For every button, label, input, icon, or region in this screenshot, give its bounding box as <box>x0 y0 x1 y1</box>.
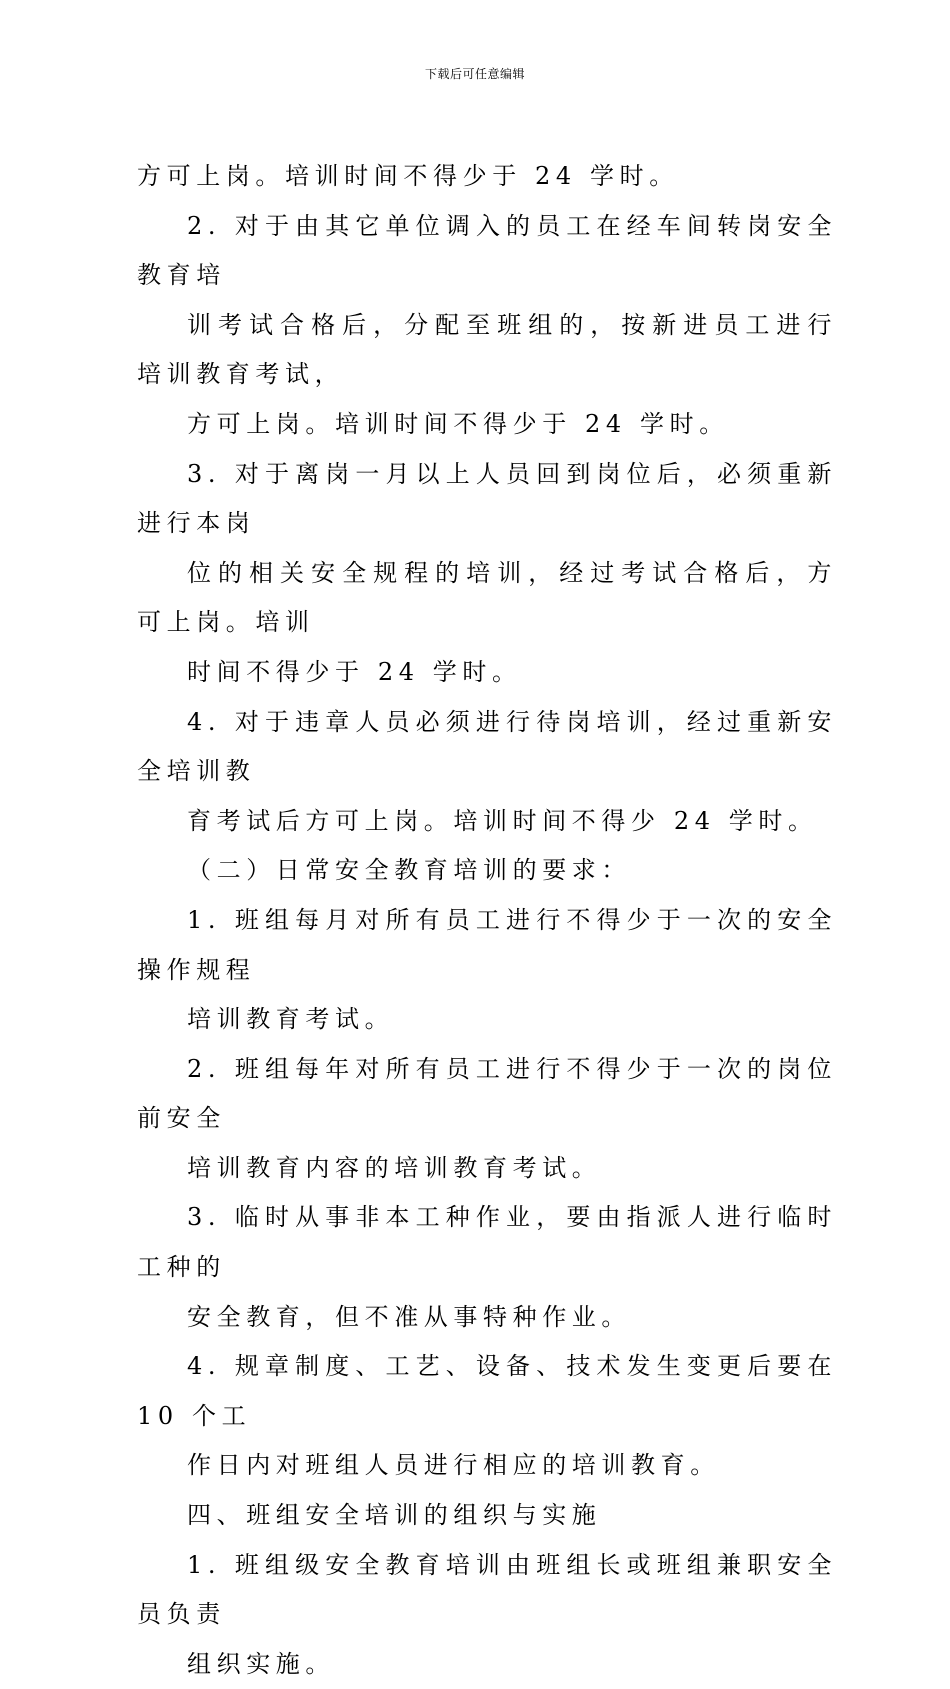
text-line: 4. 对于违章人员必须进行待岗培训，经过重新安全培训教 <box>137 707 837 786</box>
text-line: 1. 班组级安全教育培训由班组长或班组兼职安全员负责 <box>137 1550 837 1629</box>
text-line: 四、班组安全培训的组织与实施 <box>187 1501 602 1530</box>
text-line: 1. 班组每月对所有员工进行不得少于一次的安全操作规程 <box>137 905 837 984</box>
text-line: 3. 对于离岗一月以上人员回到岗位后，必须重新进行本岗 <box>137 459 837 538</box>
text-line: 方可上岗。培训时间不得少于 24 学时。 <box>187 409 729 438</box>
paragraph-continuation <box>137 152 837 202</box>
document-body <box>137 152 837 1689</box>
text-line: 方可上岗。培训时间不得少于 24 学时。 <box>137 162 679 190</box>
paragraph-daily-item-1 <box>137 896 837 1045</box>
paragraph-item-2-transfer <box>137 202 837 450</box>
page-header: 下载后可任意编辑 <box>424 67 525 81</box>
text-line: 2. 对于由其它单位调入的员工在经车间转岗安全教育培 <box>137 211 837 290</box>
paragraph-daily-item-3 <box>137 1193 837 1342</box>
paragraph-organization-item-1 <box>137 1541 837 1689</box>
paragraph-item-4-violation <box>137 698 837 847</box>
text-line: 安全教育，但不准从事特种作业。 <box>187 1302 631 1331</box>
section-heading-daily-training <box>137 846 837 896</box>
text-line: 位的相关安全规程的培训，经过考试合格后，方可上岗。培训 <box>137 558 837 637</box>
text-line: 3. 临时从事非本工种作业，要由指派人进行临时工种的 <box>137 1203 837 1282</box>
text-line: （二）日常安全教育培训的要求： <box>187 856 631 885</box>
text-line: 育考试后方可上岗。培训时间不得少 24 学时。 <box>187 806 818 835</box>
text-line: 培训教育内容的培训教育考试。 <box>187 1153 602 1182</box>
text-line: 培训教育考试。 <box>187 1005 395 1034</box>
paragraph-item-3-return <box>137 450 837 698</box>
paragraph-daily-item-2 <box>137 1045 837 1194</box>
text-line: 训考试合格后，分配至班组的，按新进员工进行培训教育考试， <box>137 310 837 389</box>
text-line: 时间不得少于 24 学时。 <box>187 657 522 686</box>
text-line: 2. 班组每年对所有员工进行不得少于一次的岗位前安全 <box>137 1054 837 1133</box>
section-heading-organization <box>137 1491 837 1541</box>
text-line: 组织实施。 <box>187 1649 335 1678</box>
text-line: 4. 规章制度、工艺、设备、技术发生变更后要在 10 个工 <box>137 1352 837 1430</box>
paragraph-daily-item-4 <box>137 1342 837 1491</box>
text-line: 作日内对班组人员进行相应的培训教育。 <box>187 1451 720 1480</box>
